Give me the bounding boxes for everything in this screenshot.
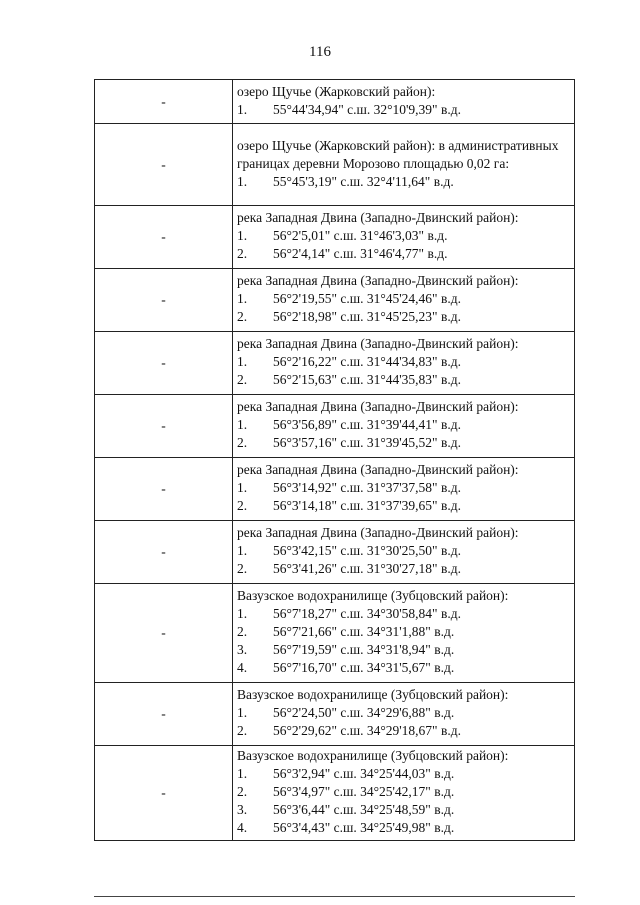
- dash-cell: -: [95, 683, 233, 746]
- coordinate-number: 1.: [237, 417, 248, 432]
- water-body-title: озеро Щучье (Жарковский район):: [237, 83, 436, 99]
- coordinate-line: [237, 497, 571, 515]
- water-body-title: река Западная Двина (Западно-Двинский район):: [237, 273, 519, 288]
- dash-cell: -: [95, 269, 233, 332]
- coordinate-number: 1.: [237, 354, 248, 369]
- coordinate-value: 56°3'57,16" с.ш. 31°39'45,52" в.д.: [273, 435, 461, 450]
- coordinate-number: 1.: [237, 480, 248, 495]
- coordinate-line: [237, 765, 571, 783]
- coordinate-number: 1.: [237, 228, 248, 243]
- coordinate-line: [237, 290, 571, 308]
- coordinate-number: 1.: [237, 766, 248, 781]
- dash-cell: -: [95, 746, 233, 841]
- water-body-cell: [233, 395, 575, 458]
- coordinate-value: 55°45'3,19" с.ш. 32°4'11,64" в.д.: [273, 173, 454, 189]
- coordinate-line: [237, 783, 571, 801]
- water-body-title: река Западная Двина (Западно-Двинский район):: [237, 210, 519, 225]
- coordinate-value: 56°2'29,62" с.ш. 34°29'18,67" в.д.: [273, 723, 461, 738]
- table-row: [95, 584, 575, 683]
- coordinate-value: 56°3'41,26" с.ш. 31°30'27,18" в.д.: [273, 561, 461, 576]
- dash-cell: -: [95, 521, 233, 584]
- dash-cell: -: [95, 206, 233, 269]
- coordinate-line: [237, 371, 571, 389]
- dash-cell: -: [95, 458, 233, 521]
- dash-cell: -: [95, 332, 233, 395]
- coordinate-value: 56°2'18,98" с.ш. 31°45'25,23" в.д.: [273, 309, 461, 324]
- coordinate-line: [237, 416, 571, 434]
- coordinate-line: [237, 801, 571, 819]
- coordinate-value: 56°7'16,70" с.ш. 34°31'5,67" в.д.: [273, 660, 455, 675]
- table-row: [95, 683, 575, 746]
- coordinate-number: 4.: [237, 820, 248, 835]
- coordinate-line: [237, 434, 571, 452]
- coordinate-number: 2.: [237, 309, 248, 324]
- coordinate-line: [237, 560, 571, 578]
- water-body-title: Вазузское водохранилище (Зубцовский район):: [237, 748, 509, 763]
- water-body-cell: [233, 206, 575, 269]
- dash-cell: -: [95, 124, 233, 206]
- coordinate-value: 56°3'4,97" с.ш. 34°25'42,17" в.д.: [273, 784, 455, 799]
- coordinate-line: [237, 704, 571, 722]
- water-body-cell: [233, 521, 575, 584]
- coordinate-line: [237, 353, 571, 371]
- coordinate-number: 1.: [237, 705, 248, 720]
- coordinate-line: [237, 542, 571, 560]
- coordinate-number: 1.: [237, 173, 248, 189]
- page-bottom-rule: [94, 896, 575, 897]
- coordinate-value: 56°3'4,43" с.ш. 34°25'49,98" в.д.: [273, 820, 455, 835]
- coordinate-value: 56°7'19,59" с.ш. 34°31'8,94" в.д.: [273, 642, 455, 657]
- coordinate-value: 56°2'15,63" с.ш. 31°44'35,83" в.д.: [273, 372, 461, 387]
- coordinate-value: 56°3'56,89" с.ш. 31°39'44,41" в.д.: [273, 417, 461, 432]
- table-row: [95, 80, 575, 124]
- coordinate-number: 2.: [237, 246, 248, 261]
- table-row: [95, 124, 575, 206]
- coordinate-line: [237, 722, 571, 740]
- coordinate-value: 56°7'18,27" с.ш. 34°30'58,84" в.д.: [273, 606, 461, 621]
- coordinate-value: 56°2'19,55" с.ш. 31°45'24,46" в.д.: [273, 291, 461, 306]
- coordinate-line: [237, 641, 571, 659]
- coordinate-line: [237, 173, 571, 191]
- coordinate-number: 4.: [237, 660, 248, 675]
- water-body-cell: [233, 80, 575, 124]
- water-body-cell: [233, 124, 575, 206]
- coordinate-line: [237, 101, 571, 119]
- water-body-title: река Западная Двина (Западно-Двинский район):: [237, 399, 519, 414]
- table-row: [95, 206, 575, 269]
- coordinate-value: 56°2'5,01" с.ш. 31°46'3,03" в.д.: [273, 228, 448, 243]
- water-body-title: река Западная Двина (Западно-Двинский район):: [237, 462, 519, 477]
- coordinate-number: 2.: [237, 784, 248, 799]
- water-body-cell: [233, 584, 575, 683]
- water-body-title: река Западная Двина (Западно-Двинский район):: [237, 525, 519, 540]
- coordinate-number: 2.: [237, 723, 248, 738]
- coordinate-value: 56°3'2,94" с.ш. 34°25'44,03" в.д.: [273, 766, 455, 781]
- coordinate-value: 56°2'16,22" с.ш. 31°44'34,83" в.д.: [273, 354, 461, 369]
- page-number: 116: [309, 44, 331, 60]
- table-body: [95, 80, 575, 841]
- coordinate-number: 2.: [237, 372, 248, 387]
- coordinate-value: 56°3'42,15" с.ш. 31°30'25,50" в.д.: [273, 543, 461, 558]
- coordinate-number: 2.: [237, 561, 248, 576]
- coordinate-line: [237, 479, 571, 497]
- coordinate-value: 56°2'4,14" с.ш. 31°46'4,77" в.д.: [273, 246, 448, 261]
- coordinate-value: 56°3'14,18" с.ш. 31°37'39,65" в.д.: [273, 498, 461, 513]
- dash-cell: -: [95, 395, 233, 458]
- coordinate-line: [237, 623, 571, 641]
- coordinate-number: 3.: [237, 642, 248, 657]
- water-body-cell: [233, 332, 575, 395]
- dash-cell: -: [95, 584, 233, 683]
- coordinate-line: [237, 659, 571, 677]
- coordinate-value: 55°44'34,94" с.ш. 32°10'9,39" в.д.: [273, 101, 461, 117]
- coordinate-number: 3.: [237, 802, 248, 817]
- coordinate-number: 1.: [237, 291, 248, 306]
- coordinate-number: 1.: [237, 606, 248, 621]
- water-body-cell: [233, 683, 575, 746]
- water-body-title: река Западная Двина (Западно-Двинский район):: [237, 336, 519, 351]
- table-row: [95, 458, 575, 521]
- coordinate-number: 1.: [237, 543, 248, 558]
- water-body-title: Вазузское водохранилище (Зубцовский район):: [237, 588, 509, 603]
- coordinate-line: [237, 605, 571, 623]
- table-row: [95, 521, 575, 584]
- coordinate-number: 2.: [237, 498, 248, 513]
- coordinate-line: [237, 245, 571, 263]
- dash-cell: -: [95, 80, 233, 124]
- water-body-title: Вазузское водохранилище (Зубцовский район):: [237, 687, 509, 702]
- coordinate-number: 1.: [237, 101, 248, 117]
- coordinate-value: 56°2'24,50" с.ш. 34°29'6,88" в.д.: [273, 705, 455, 720]
- water-body-cell: [233, 746, 575, 841]
- coordinate-line: [237, 227, 571, 245]
- table-row: [95, 746, 575, 841]
- coordinate-value: 56°7'21,66" с.ш. 34°31'1,88" в.д.: [273, 624, 455, 639]
- table-row: [95, 269, 575, 332]
- coordinate-line: [237, 819, 571, 837]
- water-body-title: озеро Щучье (Жарковский район): в административных границах деревни Морозово площадью 0,02 га:: [237, 137, 559, 171]
- water-body-cell: [233, 458, 575, 521]
- water-body-cell: [233, 269, 575, 332]
- table-row: [95, 395, 575, 458]
- table-row: [95, 332, 575, 395]
- coordinate-line: [237, 308, 571, 326]
- coordinate-number: 2.: [237, 624, 248, 639]
- coordinate-value: 56°3'14,92" с.ш. 31°37'37,58" в.д.: [273, 480, 461, 495]
- coordinate-value: 56°3'6,44" с.ш. 34°25'48,59" в.д.: [273, 802, 455, 817]
- coordinates-table: [94, 79, 575, 841]
- coordinate-number: 2.: [237, 435, 248, 450]
